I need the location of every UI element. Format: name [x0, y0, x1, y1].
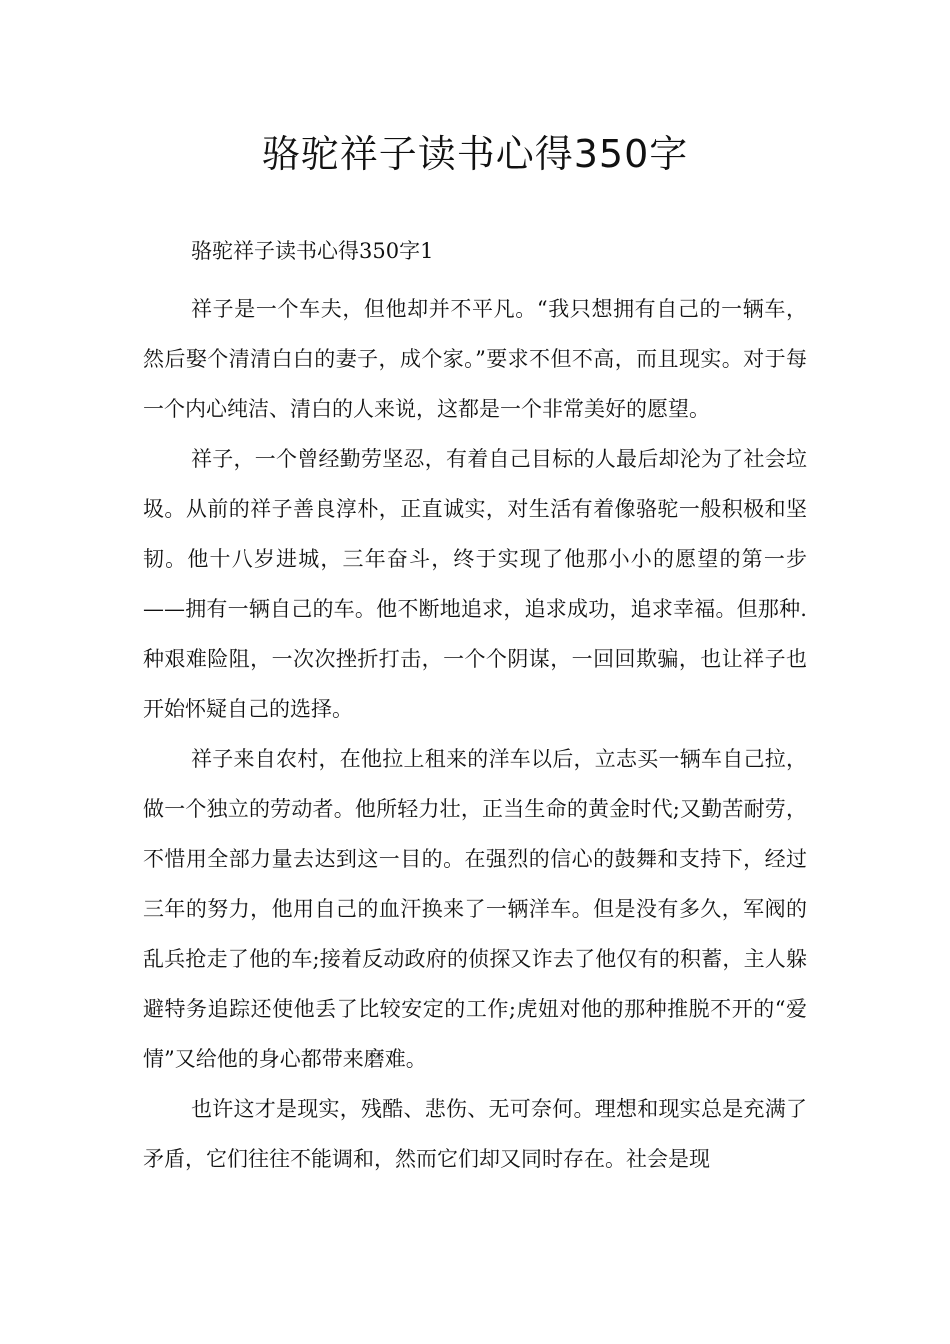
section-heading: 骆驼祥子读书心得350字1 — [191, 239, 434, 263]
paragraph-2: 祥子，一个曾经勤劳坚忍，有着自己目标的人最后却沦为了社会垃圾。从前的祥子善良淳朴，正直诚实，对生活有着像骆驼一般积极和坚韧。他十八岁进城，三年奋斗，终于实现了他那小小的愿望的第一步——拥有一辆自己的车。他不断地追求，追求成功，追求幸福。但那种.种艰难险阻，一次次挫折打击，一个个阴谋，一回回欺骗，也让祥子也开始怀疑自己的选择。 — [143, 447, 807, 721]
document-title: 骆驼祥子读书心得350字 — [261, 132, 689, 176]
paragraph-4: 也许这才是现实，残酷、悲伤、无可奈何。理想和现实总是充满了矛盾，它们往往不能调和，然而它们却又同时存在。社会是现 — [143, 1097, 807, 1171]
paragraph-1: 祥子是一个车夫，但他却并不平凡。“我只想拥有自己的一辆车，然后娶个清清白白的妻子，成个家。”要求不但不高，而且现实。对于每一个内心纯洁、清白的人来说，这都是一个非常美好的愿望。 — [143, 297, 807, 421]
paragraph-3: 祥子来自农村，在他拉上租来的洋车以后，立志买一辆车自己拉，做一个独立的劳动者。他所轻力壮，正当生命的黄金时代;又勤苦耐劳，不惜用全部力量去达到这一目的。在强烈的信心的鼓舞和支持下，经过三年的努力，他用自己的血汗换来了一辆洋车。但是没有多久，军阀的乱兵抢走了他的车;接着反动政府的侦探又诈去了他仅有的积蓄，主人躲避特务追踪还使他丢了比较安定的工作;虎妞对他的那种推脱不开的“爱情”又给他的身心都带来磨难。 — [143, 747, 807, 1071]
document-body — [143, 284, 807, 1184]
